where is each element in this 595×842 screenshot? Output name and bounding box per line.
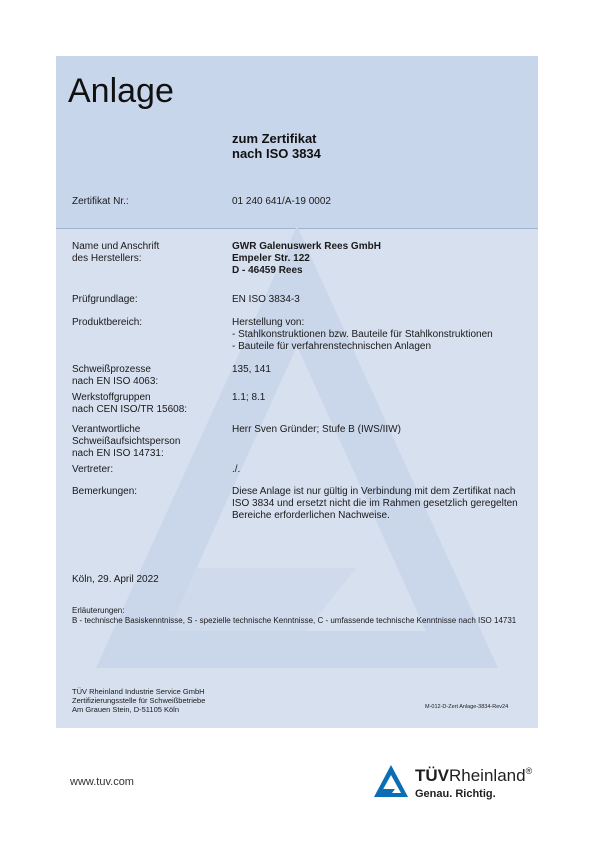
logo-wordmark (415, 766, 532, 786)
certificate-number-value: 01 240 641/A-19 0002 (232, 196, 331, 207)
tuv-triangle-icon (373, 764, 409, 798)
explanations-text: B - technische Basiskenntnisse, S - spezielle technische Kenntnisse, C - umfassende technische Kenntnisse nach ISO 14731 (72, 616, 517, 625)
supervisor-label (72, 424, 180, 460)
label-line: nach EN ISO 14731: (72, 448, 164, 459)
product-line: Herstellung von: (232, 317, 305, 328)
product-value (232, 317, 493, 353)
page-title: Anlage (68, 72, 174, 110)
issuer-line: TÜV Rheinland Industrie Service GmbH (72, 687, 205, 696)
product-line: - Stahlkonstruktionen bzw. Bauteile für Stahlkonstruktionen (232, 329, 493, 340)
manufacturer-street: Empeler Str. 122 (232, 253, 310, 264)
manufacturer-name: GWR Galenuswerk Rees GmbH (232, 241, 381, 252)
subtitle-line: nach ISO 3834 (232, 146, 321, 161)
subtitle-line: zum Zertifikat (232, 131, 317, 146)
issuer-line: Am Grauen Stein, D-51105 Köln (72, 705, 180, 714)
logo-tuv: TÜV (415, 766, 449, 785)
remarks-value (232, 486, 518, 522)
remarks-line: ISO 3834 und ersetzt nicht die im Rahmen gesetzlich geregelten (232, 498, 518, 509)
label-line: Name und Anschrift (72, 241, 160, 252)
basis-value: EN ISO 3834-3 (232, 294, 300, 305)
issuer-address (72, 687, 205, 714)
label-line: des Herstellers: (72, 253, 142, 264)
label-line: Verantwortliche (72, 424, 141, 435)
deputy-label: Vertreter: (72, 464, 114, 475)
logo-slogan: Genau. Richtig. (415, 788, 496, 800)
material-label (72, 392, 187, 416)
explanations (72, 606, 516, 626)
basis-label: Prüfgrundlage: (72, 294, 138, 305)
logo-registered: ® (525, 766, 533, 776)
manufacturer-address (232, 241, 381, 277)
label-line: Werkstoffgruppen (72, 392, 151, 403)
tuv-rheinland-logo (373, 762, 543, 810)
process-value: 135, 141 (232, 364, 271, 375)
label-line: Schweißaufsichtsperson (72, 436, 181, 447)
explanations-heading: Erläuterungen: (72, 606, 125, 615)
place-date: Köln, 29. April 2022 (72, 574, 159, 585)
manufacturer-label (72, 241, 159, 265)
remarks-line: Diese Anlage ist nur gültig in Verbindung mit dem Zertifikat nach (232, 486, 516, 497)
label-line: nach EN ISO 4063: (72, 376, 159, 387)
material-value: 1.1; 8.1 (232, 392, 266, 403)
remarks-line: Bereiche erforderlichen Nachweise. (232, 510, 390, 521)
remarks-label: Bemerkungen: (72, 486, 138, 497)
form-code: M-012-D-Zert Anlage-3834-Rev24 (425, 704, 509, 710)
issuer-line: Zertifizierungsstelle für Schweißbetriebe (72, 696, 206, 705)
product-label: Produktbereich: (72, 317, 143, 328)
supervisor-value: Herr Sven Gründer; Stufe B (IWS/IIW) (232, 424, 401, 435)
label-line: Schweißprozesse (72, 364, 151, 375)
product-line: - Bauteile für verfahrenstechnischen Anlagen (232, 341, 432, 352)
deputy-value: ./. (232, 464, 241, 475)
website-link[interactable]: www.tuv.com (70, 776, 134, 788)
manufacturer-city: D - 46459 Rees (232, 265, 303, 276)
logo-rheinland: Rheinland (449, 766, 526, 785)
process-label (72, 364, 158, 388)
certificate-number-label: Zertifikat Nr.: (72, 196, 129, 207)
page-subtitle (232, 131, 321, 161)
label-line: nach CEN ISO/TR 15608: (72, 404, 188, 415)
